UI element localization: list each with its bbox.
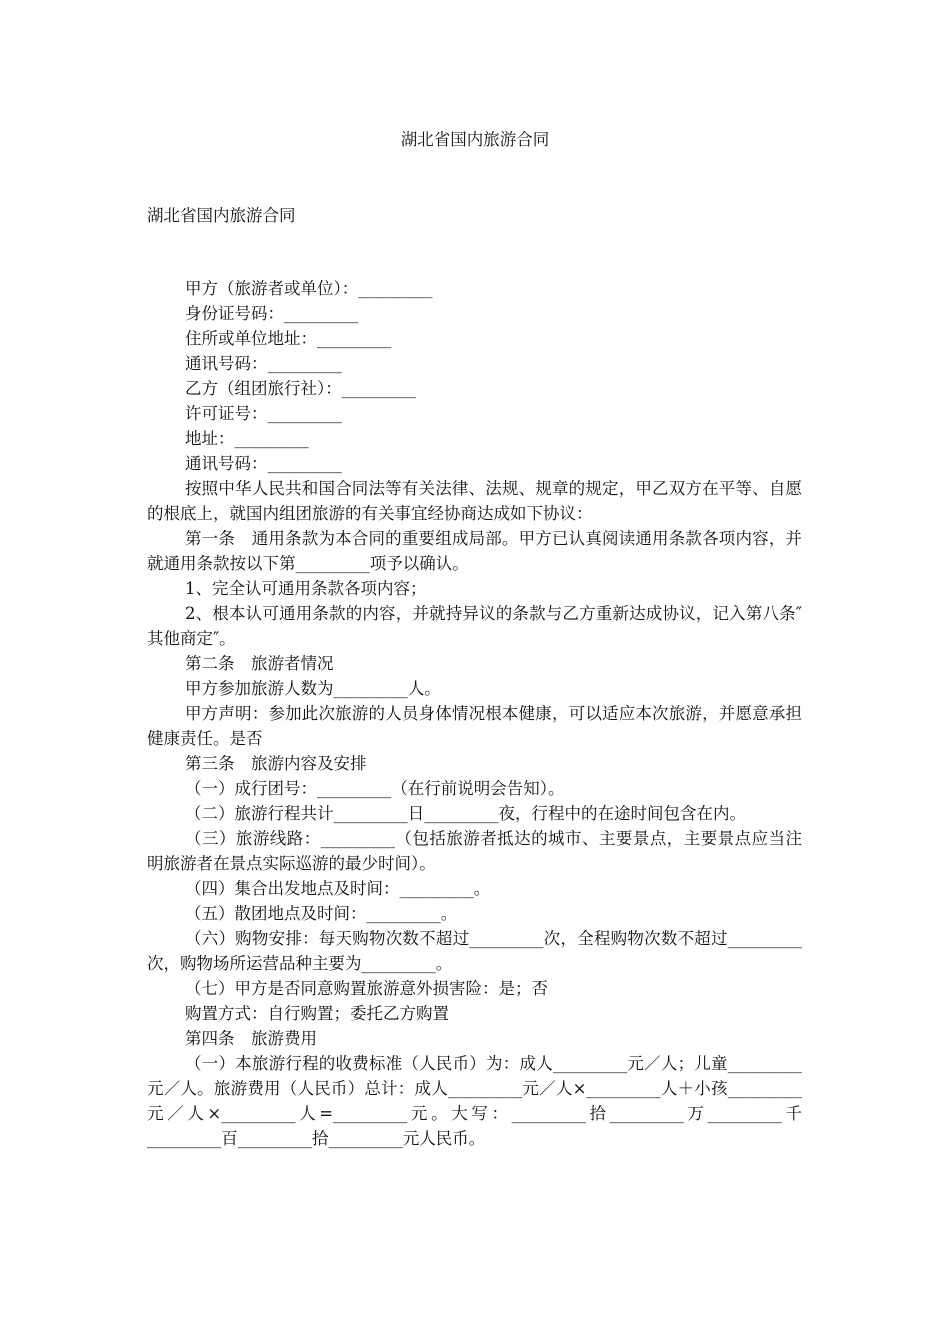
paragraph: 许可证号：_________	[185, 404, 342, 423]
paragraph: 住所或单位地址：_________	[185, 329, 392, 348]
paragraph: 地址：_________	[185, 429, 309, 448]
paragraph: 乙方（组团旅行社）：_________	[185, 379, 416, 398]
paragraph: 第四条 旅游费用	[185, 1029, 317, 1048]
paragraph: （六）购物安排：每天购物次数不超过_________次，全程购物次数不超过_________次，购物场所运营品种主要为_________。	[147, 929, 802, 973]
paragraph: （一）本旅游行程的收费标准（人民币）为：成人_________元／人；儿童_________元／人。旅游费用（人民币）总计：成人_________元／人×_________人＋小孩_________元／人×_________人=_________元。大写：_________拾_________万_________千_________百_________拾_________元人民币。	[147, 1054, 802, 1148]
paragraph: （七）甲方是否同意购置旅游意外损害险：是；否	[185, 979, 548, 998]
paragraph: 甲方参加旅游人数为_________人。	[185, 679, 441, 698]
paragraph: 第二条 旅游者情况	[185, 654, 334, 673]
paragraph: 甲方声明：参加此次旅游的人员身体情况根本健康，可以适应本次旅游，并愿意承担健康责任。是否	[147, 704, 802, 748]
paragraph: 通讯号码：_________	[185, 354, 342, 373]
contract-body	[147, 276, 802, 1151]
paragraph: （三）旅游线路：_________（包括旅游者抵达的城市、主要景点，主要景点应当注明旅游者在景点实际巡游的最少时间）。	[147, 829, 802, 873]
paragraph: 甲方（旅游者或单位）：_________	[185, 279, 433, 298]
paragraph: （二）旅游行程共计_________日_________夜，行程中的在途时间包含在内。	[185, 804, 746, 823]
paragraph: 按照中华人民共和国合同法等有关法律、法规、规章的规定，甲乙双方在平等、自愿的根底上，就国内组团旅游的有关事宜经协商达成如下协议：	[147, 479, 802, 523]
document-subtitle: 湖北省国内旅游合同	[147, 206, 296, 225]
paragraph: （五）散团地点及时间：_________。	[185, 904, 458, 923]
paragraph: 购置方式：自行购置；委托乙方购置	[185, 1004, 449, 1023]
document-title: 湖北省国内旅游合同	[400, 130, 550, 149]
paragraph: 通讯号码：_________	[185, 454, 342, 473]
paragraph: （一）成行团号：_________（在行前说明会告知）。	[185, 779, 565, 798]
paragraph: （四）集合出发地点及时间：_________。	[185, 879, 491, 898]
paragraph: 第一条 通用条款为本合同的重要组成局部。甲方已认真阅读通用条款各项内容，并就通用条款按以下第_________项予以确认。	[147, 529, 802, 573]
paragraph: 1、完全认可通用条款各项内容；	[185, 579, 427, 598]
paragraph: 第三条 旅游内容及安排	[185, 754, 367, 773]
paragraph: 身份证号码：_________	[185, 304, 359, 323]
paragraph: 2、根本认可通用条款的内容，并就持异议的条款与乙方重新达成协议，记入第八条″其他商定″。	[147, 604, 802, 648]
